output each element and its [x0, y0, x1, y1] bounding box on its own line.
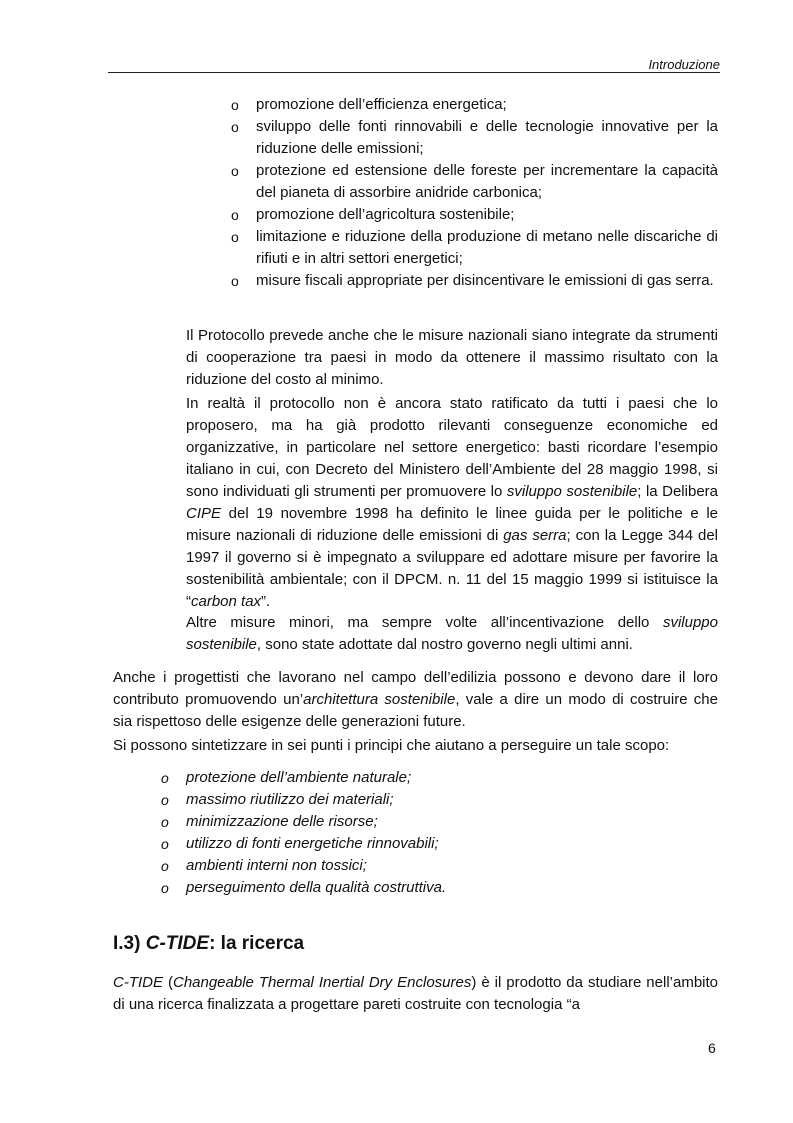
list-item-text: promozione dell’efficienza energetica;: [256, 96, 507, 113]
principles-list: [161, 767, 718, 899]
list-item-text: utilizzo di fonti energetiche rinnovabili;: [186, 835, 439, 852]
paragraph-principles-intro: Si possono sintetizzare in sei punti i principi che aiutano a perseguire un tale scopo:: [113, 737, 670, 754]
bullet-icon: o: [161, 836, 169, 852]
page-number: 6: [708, 1040, 716, 1056]
list-item-text: perseguimento della qualità costruttiva.: [186, 879, 447, 896]
page-header: [108, 52, 720, 73]
list-item-text: minimizzazione delle risorse;: [186, 813, 378, 830]
bullet-icon: o: [231, 229, 239, 245]
bullet-icon: o: [161, 814, 169, 830]
list-item-text: misure fiscali appropriate per disincentivare le emissioni di gas serra.: [256, 272, 714, 289]
measures-list: [231, 94, 718, 292]
list-item: [161, 767, 718, 789]
bullet-icon: o: [161, 858, 169, 874]
list-item: [231, 116, 718, 160]
bullet-icon: o: [231, 119, 239, 135]
bullet-icon: o: [231, 163, 239, 179]
paragraph-protocol: Il Protocollo prevede anche che le misure nazionali siano integrate da strumenti di cooperazione tra paesi in modo da ottenere il massimo risultato con la riduzione del costo al minimo.: [186, 327, 718, 388]
list-item: [231, 270, 718, 292]
paragraph-ctide: C-TIDE (Changeable Thermal Inertial Dry Enclosures) è il prodotto da studiare nell’ambito di una ricerca finalizzata a progettare pareti costruite con tecnologia “a: [113, 974, 719, 1013]
list-item: [231, 160, 718, 204]
bullet-icon: o: [231, 97, 239, 113]
list-item: [231, 94, 718, 116]
bullet-icon: o: [161, 770, 169, 786]
list-item-text: promozione dell’agricoltura sostenibile;: [256, 206, 515, 223]
list-item: [231, 204, 718, 226]
paragraph-ratification: In realtà il protocollo non è ancora stato ratificato da tutti i paesi che lo proposero, ma ha già prodotto rilevanti conseguenze economiche ed organizzative, in particolare nel settore energetico: basti ricordare l’esempio italiano in cui, con Decreto del Ministero dell’Ambiente del 28 maggio 1998, si sono individuati gli strumenti per promuovere lo sviluppo sostenibile; la Delibera CIPE del 19 novembre 1998 ha definito le linee guida per le politiche e le misure nazionali di riduzione delle emissioni di gas serra; con la Legge 344 del 1997 il governo si è impegnato a sviluppare ed adottare misure per favorire la sostenibilità ambientale; con il DPCM. n. 11 del 15 maggio 1999 si istituisce la “carbon tax”.: [186, 395, 719, 610]
paragraph-other-measures: Altre misure minori, ma sempre volte all’incentivazione dello sviluppo sostenibile, sono state adottate dal nostro governo negli ultimi anni.: [186, 614, 718, 653]
bullet-icon: o: [231, 273, 239, 289]
list-item: [231, 226, 718, 270]
list-item-text: protezione ed estensione delle foreste per incrementare la capacità del pianeta di assorbire anidride carbonica;: [256, 162, 718, 201]
list-item-text: protezione dell’ambiente naturale;: [186, 769, 412, 786]
list-item-text: massimo riutilizzo dei materiali;: [186, 791, 394, 808]
list-item: [161, 833, 718, 855]
list-item: [161, 855, 718, 877]
list-item-text: limitazione e riduzione della produzione di metano nelle discariche di rifiuti e in altri settori energetici;: [256, 228, 718, 267]
list-item-text: sviluppo delle fonti rinnovabili e delle tecnologie innovative per la riduzione delle emissioni;: [256, 118, 718, 157]
bullet-icon: o: [161, 880, 169, 896]
list-item-text: ambienti interni non tossici;: [186, 857, 367, 874]
bullet-icon: o: [161, 792, 169, 808]
list-item: [161, 811, 718, 833]
bullet-icon: o: [231, 207, 239, 223]
list-item: [161, 789, 718, 811]
list-item: [161, 877, 718, 899]
paragraph-designers: Anche i progettisti che lavorano nel campo dell’edilizia possono e devono dare il loro contributo promuovendo un’architettura sostenibile, vale a dire un modo di costruire che sia rispettoso delle esigenze delle generazioni future.: [113, 669, 718, 730]
section-heading: I.3) C-TIDE: la ricerca: [113, 933, 305, 954]
header-title: Introduzione: [648, 57, 720, 72]
